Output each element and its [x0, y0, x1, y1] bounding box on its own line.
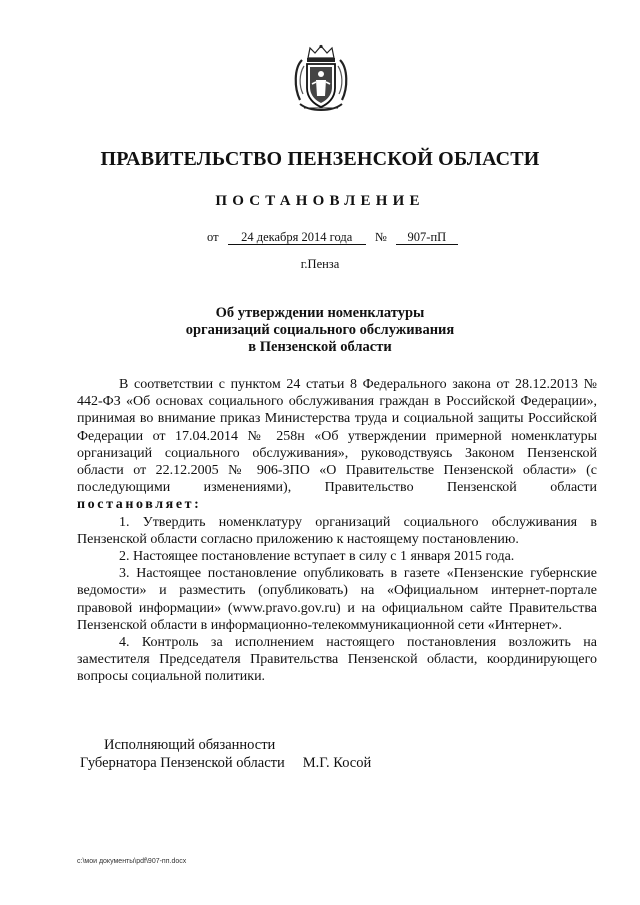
signatory-position: Губернатора Пензенской области	[80, 755, 285, 771]
file-path-footer: c:\мои документы\pdf\907-пп.docx	[77, 858, 187, 865]
preamble-paragraph	[77, 376, 597, 514]
resolution-item: 2. Настоящее постановление вступает в силу с 1 января 2015 года.	[119, 549, 515, 565]
document-type: ПОСТАНОВЛЕНИЕ	[215, 193, 425, 209]
document-number: 907-пП	[396, 230, 458, 245]
document-body	[77, 376, 597, 686]
date-prefix: от	[207, 230, 219, 244]
subject-line: Об утверждении номенклатуры	[215, 305, 425, 321]
subject-line: организаций социального обслуживания	[185, 322, 455, 338]
penza-coat-of-arms-icon	[292, 44, 350, 114]
date-number-line	[207, 230, 458, 245]
signatory-name: М.Г. Косой	[302, 755, 372, 771]
subject-line: в Пензенской области	[248, 339, 392, 355]
government-title: ПРАВИТЕЛЬСТВО ПЕНЗЕНСКОЙ ОБЛАСТИ	[100, 148, 540, 170]
signatory-line	[80, 755, 371, 772]
resolution-item: 4. Контроль за исполнением настоящего постановления возложить на заместителя Председателя Правительства Пензенской области, координирующего вопросы социальной политики.	[77, 635, 597, 685]
document-subject	[0, 305, 640, 356]
document-date: 24 декабря 2014 года	[228, 230, 366, 245]
resolves-word: постановляет:	[77, 497, 202, 513]
signatory-title: Исполняющий обязанности	[104, 737, 276, 753]
resolution-item: 3. Настоящее постановление опубликовать в газете «Пензенские губернские ведомости» и разместить (опубликовать) на «Официальном интернет-портале правовой информации» (www.pravo.gov.ru) и на официальном сайте Правительства Пензенской области в информационно-телекоммуникационной сети «Интернет».	[77, 566, 597, 633]
preamble-text: В соответствии с пунктом 24 статьи 8 Федерального закона от 28.12.2013 № 442-ФЗ «Об основах социального обслуживания граждан в Российской Федерации», принимая во внимание приказ Министерства труда и социальной защиты Российской Федерации от 17.04.2014 № 258н «Об утверждении примерной номенклатуры организаций социального обслуживания», руководствуясь Законом Пензенской области от 22.12.2005 № 906-ЗПО «О Правительстве Пензенской области» (с последующими изменениями), Правительство Пензенской области	[77, 377, 597, 496]
city: г.Пенза	[300, 257, 340, 271]
number-prefix: №	[374, 230, 387, 244]
resolution-item: 1. Утвердить номенклатуру организаций социального обслуживания в Пензенской области согласно приложению к настоящему постановлению.	[77, 514, 597, 547]
